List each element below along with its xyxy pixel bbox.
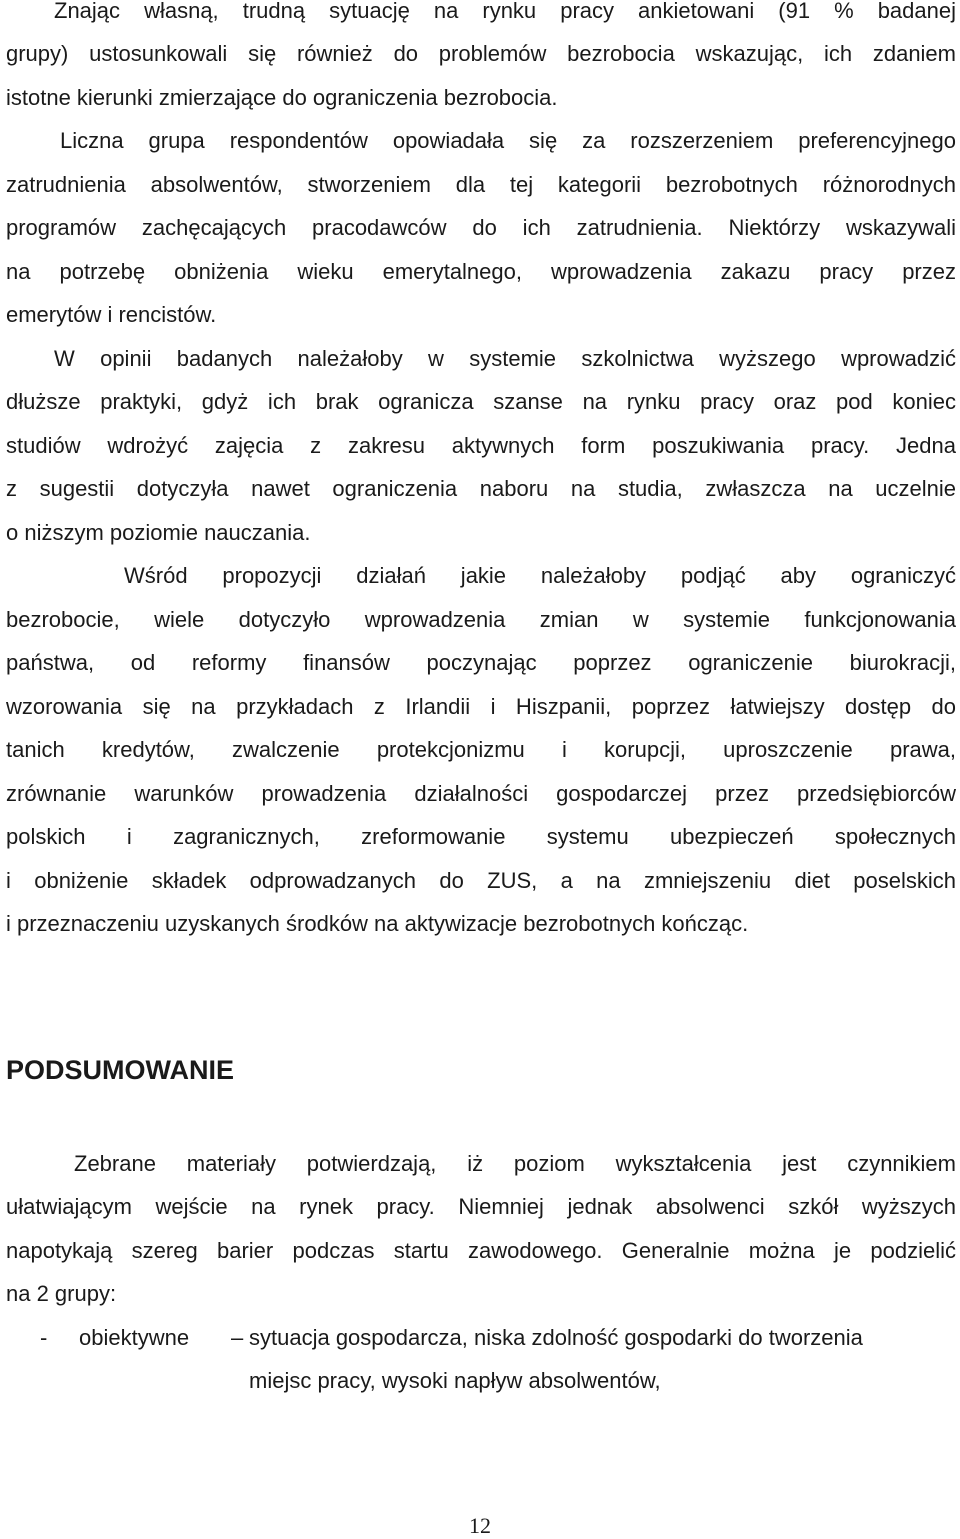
bullet-text-line: sytuacja gospodarcza, niska zdolność gospodarki do tworzenia — [249, 1325, 863, 1350]
text-line: W opinii badanych należałoby w systemie szkolnictwa wyższego wprowadzić — [54, 346, 956, 371]
text-line: programów zachęcających pracodawców do ich zatrudnienia. Niektórzy wskazywali — [6, 215, 956, 240]
text-line: Wśród propozycji działań jakie należałoby podjąć aby ograniczyć — [124, 563, 956, 588]
text-line: grupy) ustosunkowali się również do problemów bezrobocia wskazując, ich zdaniem — [6, 41, 956, 66]
text-line: wzorowania się na przykładach z Irlandii i Hiszpanii, poprzez łatwiejszy dostęp do — [6, 694, 956, 719]
text-line: państwa, od reformy finansów poczynając poprzez ograniczenie biurokracji, — [6, 650, 956, 675]
text-line: emerytów i rencistów. — [6, 302, 217, 327]
text-line: zatrudnienia absolwentów, stworzeniem dla tej kategorii bezrobotnych różnorodnych — [6, 172, 956, 197]
page-number: 12 — [469, 1513, 491, 1538]
bullet-marker: - — [40, 1325, 48, 1350]
text-line: tanich kredytów, zwalczenie protekcjonizmu i korupcji, uproszczenie prawa, — [6, 737, 956, 762]
text-line: z sugestii dotyczyła nawet ograniczenia naboru na studia, zwłaszcza na uczelnie — [6, 476, 956, 501]
text-line: dłuższe praktyki, gdyż ich brak ogranicza szanse na rynku pracy oraz pod koniec — [6, 389, 956, 414]
section-heading: PODSUMOWANIE — [6, 1055, 235, 1085]
text-line: i przeznaczeniu uzyskanych środków na aktywizacje bezrobotnych kończąc. — [6, 911, 749, 936]
bullet-term: obiektywne — [79, 1325, 190, 1350]
text-line: istotne kierunki zmierzające do ograniczenia bezrobocia. — [6, 85, 558, 110]
text-line: Liczna grupa respondentów opowiadała się za rozszerzeniem preferencyjnego — [60, 128, 956, 153]
text-line: bezrobocie, wiele dotyczyło wprowadzenia zmian w systemie funkcjonowania — [6, 607, 956, 632]
text-line: i obniżenie składek odprowadzanych do ZUS, a na zmniejszeniu diet poselskich — [6, 868, 956, 893]
bullet-text-line: miejsc pracy, wysoki napływ absolwentów, — [249, 1368, 661, 1393]
text-line: na 2 grupy: — [6, 1281, 117, 1306]
text-line: Znając własną, trudną sytuację na rynku pracy ankietowani (91 % badanej — [54, 0, 956, 23]
bullet-separator: – — [231, 1325, 244, 1350]
text-line: zrównanie warunków prowadzenia działalności gospodarczej przez przedsiębiorców — [6, 781, 956, 806]
text-line: ułatwiającym wejście na rynek pracy. Niemniej jednak absolwenci szkół wyższych — [6, 1194, 956, 1219]
text-line: o niższym poziomie nauczania. — [6, 520, 311, 545]
text-line: studiów wdrożyć zajęcia z zakresu aktywnych form poszukiwania pracy. Jedna — [6, 433, 956, 458]
text-line: na potrzebę obniżenia wieku emerytalnego, wprowadzenia zakazu pracy przez — [6, 259, 956, 284]
text-line: Zebrane materiały potwierdzają, iż poziom wykształcenia jest czynnikiem — [74, 1151, 956, 1176]
text-line: napotykają szereg barier podczas startu zawodowego. Generalnie można je podzielić — [6, 1238, 956, 1263]
text-line: polskich i zagranicznych, zreformowanie systemu ubezpieczeń społecznych — [6, 824, 956, 849]
